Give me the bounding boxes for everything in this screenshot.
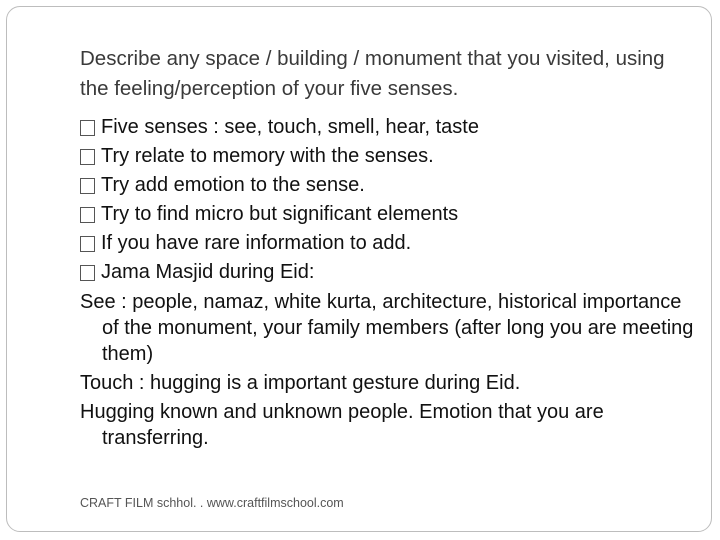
bullet-item — [80, 142, 695, 171]
bullet-item — [80, 200, 695, 229]
bullet-item — [80, 113, 695, 142]
slide-title: Describe any space / building / monument that you visited, using the feeling/perception of your five senses. — [80, 47, 665, 100]
checkbox-bullet-icon — [80, 178, 95, 194]
bullet-text: If you have rare information to add. — [101, 232, 412, 254]
bullet-item — [80, 171, 695, 200]
bullet-text: Try to find micro but significant elements — [101, 203, 459, 225]
bullet-text: Five senses : see, touch, smell, hear, taste — [101, 116, 479, 138]
slide-footer: CRAFT FILM schhol. . www.craftfilmschool.com — [80, 496, 344, 510]
checkbox-bullet-icon — [80, 207, 95, 223]
slide-body — [80, 113, 695, 451]
bullet-text: Try relate to memory with the senses. — [101, 145, 434, 167]
checkbox-bullet-icon — [80, 120, 95, 136]
checkbox-bullet-icon — [80, 236, 95, 252]
touch-paragraph: Touch : hugging is a important gesture during Eid. — [80, 372, 521, 394]
bullet-text: Try add emotion to the sense. — [101, 174, 365, 196]
hugging-paragraph: Hugging known and unknown people. Emotion that you are transferring. — [80, 401, 604, 449]
bullet-item — [80, 229, 695, 258]
see-paragraph: See : people, namaz, white kurta, architecture, historical importance of the monument, your family members (after long you are meeting them) — [80, 291, 694, 365]
checkbox-bullet-icon — [80, 149, 95, 165]
bullet-item — [80, 258, 695, 287]
checkbox-bullet-icon — [80, 265, 95, 281]
bullet-text: Jama Masjid during Eid: — [101, 261, 315, 283]
